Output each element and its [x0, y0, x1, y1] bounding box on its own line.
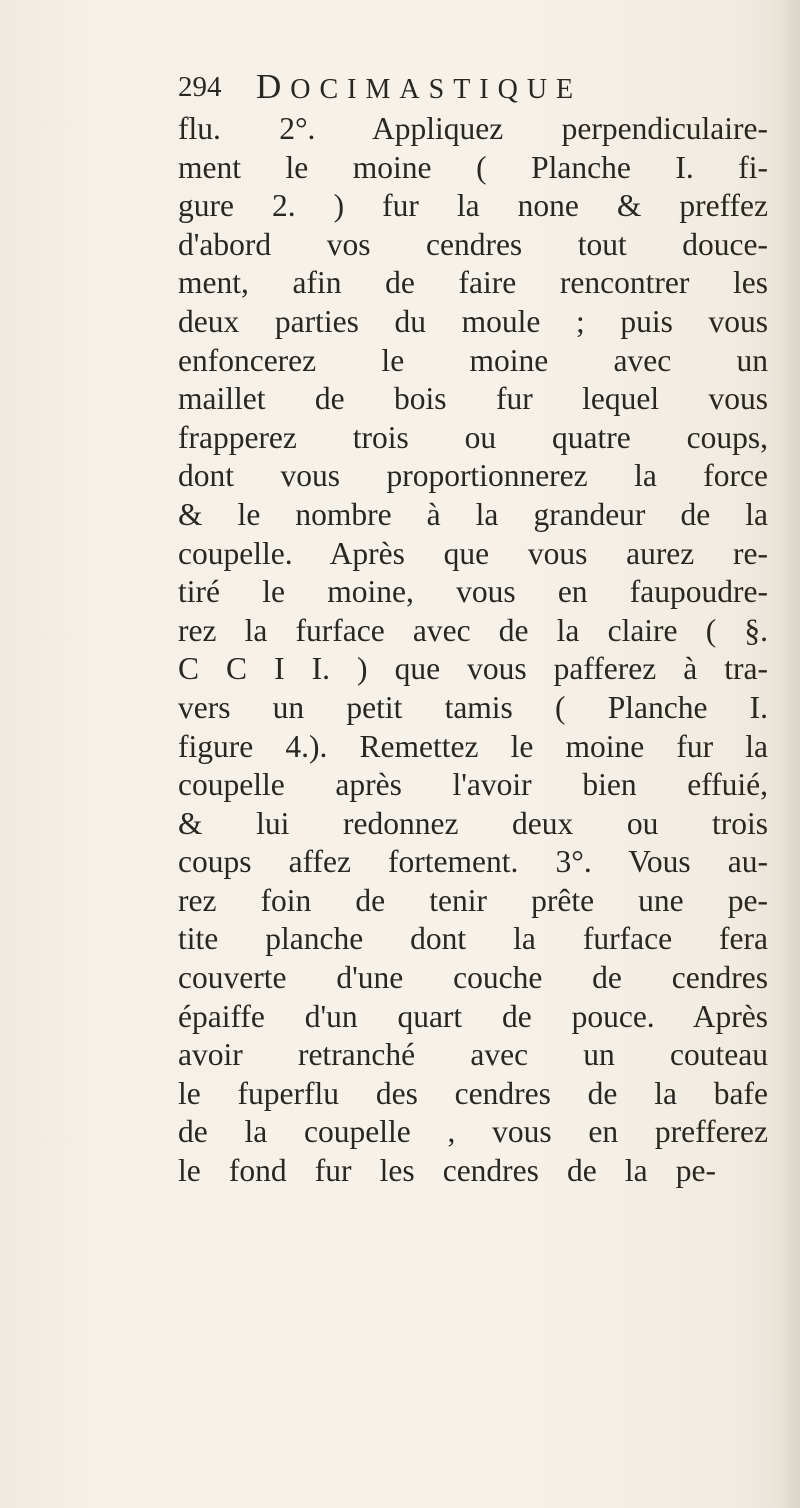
text-line: & lui redonnez deux ou trois	[178, 805, 768, 841]
text-line: coupelle. Après que vous aurez re-	[178, 535, 768, 571]
running-head	[256, 64, 582, 113]
text-line: épaiffe d'un quart de pouce. Après	[178, 998, 768, 1034]
text-line: d'abord vos cendres tout douce-	[178, 226, 768, 262]
text-line: rez foin de tenir prête une pe-	[178, 882, 768, 918]
body-text	[178, 110, 778, 1191]
text-line: avoir retranché avec un couteau	[178, 1037, 768, 1073]
text-line: enfoncerez le moine avec un	[178, 342, 768, 378]
text-line: deux parties du moule ; puis vous	[178, 303, 768, 339]
text-line: ment, afin de faire rencontrer les	[178, 265, 768, 301]
text-line: coupelle après l'avoir bien effuié,	[178, 767, 768, 803]
page-header	[178, 64, 778, 110]
page-number: 294	[178, 71, 222, 103]
text-line: frapperez trois ou quatre coups,	[178, 419, 768, 455]
text-line: coups affez fortement. 3°. Vous au-	[178, 844, 768, 880]
text-line: dont vous proportionnerez la force	[178, 458, 768, 494]
page-edge-shadow	[778, 0, 800, 1508]
text-line: C C I I. ) que vous pafferez à tra-	[178, 651, 768, 687]
running-head-rest: OCIMASTIQUE	[290, 74, 583, 105]
text-line: flu. 2°. Appliquez perpendiculaire-	[178, 111, 768, 146]
text-line: le fond fur les cendres de la pe-	[178, 1153, 716, 1189]
text-line: ment le moine ( Planche I. fi-	[178, 149, 768, 185]
text-line: tiré le moine, vous en faupoudre-	[178, 574, 768, 610]
text-line: gure 2. ) fur la none & preffez	[178, 188, 768, 224]
running-head-initial: D	[256, 67, 291, 106]
text-line: rez la furface avec de la claire ( §.	[178, 612, 768, 648]
text-line: maillet de bois fur lequel vous	[178, 381, 768, 417]
text-line: figure 4.). Remettez le moine fur la	[178, 728, 768, 764]
text-block	[178, 64, 778, 1191]
text-line: de la coupelle , vous en prefferez	[178, 1114, 768, 1150]
text-line: le fuperflu des cendres de la bafe	[178, 1075, 768, 1111]
text-line: & le nombre à la grandeur de la	[178, 496, 768, 532]
text-line: couverte d'une couche de cendres	[178, 960, 768, 996]
text-line: tite planche dont la furface fera	[178, 921, 768, 957]
text-line: vers un petit tamis ( Planche I.	[178, 689, 768, 725]
